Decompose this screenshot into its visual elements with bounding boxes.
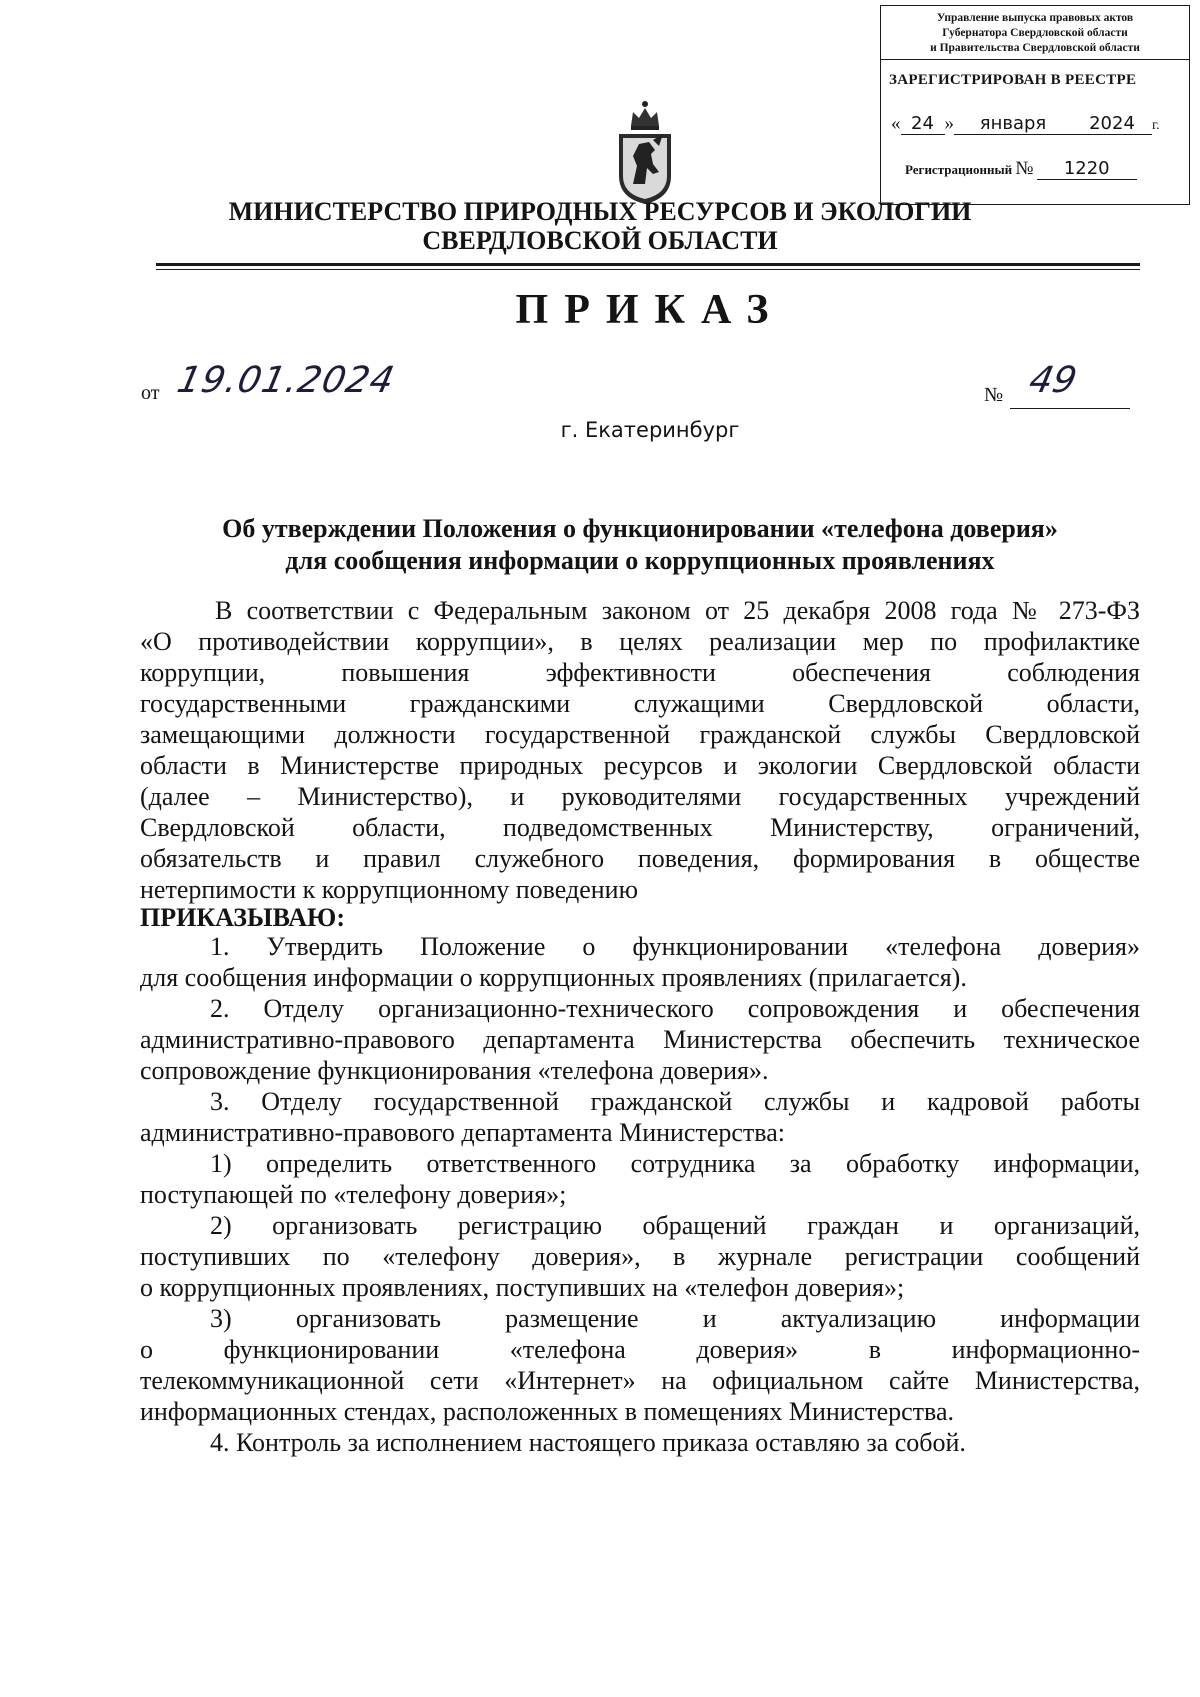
coat-of-arms-icon — [615, 100, 675, 206]
number-label: № — [984, 384, 1004, 406]
stamp-day: 24 — [901, 114, 945, 135]
item-line: 2. Отделу организационно-технического сопровождения и обеспечения — [210, 994, 1140, 1023]
item-line: 4. Контроль за исполнением настоящего приказа оставляю за собой. — [210, 1428, 966, 1457]
item-line: административно-правового департамента Министерства: — [140, 1118, 785, 1147]
subitem-line: о коррупционных проявлениях, поступивших на «телефон доверия»; — [140, 1273, 905, 1302]
stamp-no-sign: № — [1015, 158, 1034, 179]
stamp-registered-label: ЗАРЕГИСТРИРОВАН В РЕЕСТРЕ — [889, 72, 1137, 88]
registration-stamp — [880, 5, 1190, 205]
stamp-year: 2024 — [1072, 114, 1152, 135]
order-subject — [120, 513, 1160, 577]
stamp-date-close-quote: » — [944, 113, 954, 134]
preamble-line: В соответствии с Федеральным законом от 25 декабря 2008 года № 273-ФЗ — [215, 596, 1140, 625]
stamp-month: января — [954, 114, 1072, 135]
order-number-handwritten: 49 — [1025, 360, 1081, 401]
subitem-line: поступивших по «телефону доверия», в журнале регистрации сообщений — [140, 1242, 1140, 1271]
subitem-line: 3) организовать размещение и актуализацию информации — [210, 1304, 1140, 1333]
preamble-line: замещающими должности государственной гражданской службы Свердловской — [140, 720, 1140, 749]
item-line: административно-правового департамента Министерства обеспечить техническое — [140, 1025, 1140, 1054]
stamp-reg-label: Регистрационный — [905, 162, 1013, 177]
preamble-line: государственными гражданскими служащими Свердловской области, — [140, 689, 1140, 718]
header-rule-thin — [156, 269, 1140, 270]
document-type-title: ПРИКАЗ — [515, 287, 785, 333]
header-rule-thick — [156, 263, 1140, 266]
preamble-line: области в Министерстве природных ресурсов и экологии Свердловской области — [140, 751, 1140, 780]
stamp-header — [881, 6, 1189, 60]
date-label: от — [141, 382, 160, 404]
item-line: 1. Утвердить Положение о функционировании «телефона доверия» — [210, 932, 1140, 961]
stamp-reg-number — [905, 158, 1137, 180]
item-line: сопровождение функционирования «телефона доверия». — [140, 1056, 769, 1085]
preamble-line: (далее – Министерство), и руководителями государственных учреждений — [140, 782, 1140, 811]
item-line: для сообщения информации о коррупционных проявлениях (прилагается). — [140, 963, 967, 992]
preamble-line: обязательств и правил служебного поведения, формирования в обществе — [140, 844, 1140, 873]
preamble-line: «О противодействии коррупции», в целях реализации мер по профилактике — [140, 627, 1140, 656]
stamp-date — [891, 113, 1160, 135]
subject-line: Об утверждении Положения о функционировании «телефона доверия» — [222, 514, 1058, 543]
city: г. Екатеринбург — [560, 418, 740, 442]
stamp-header-line: Губернатора Свердловской области — [942, 27, 1128, 39]
subitem-line: 1) определить ответственного сотрудника за обработку информации, — [210, 1149, 1140, 1178]
subitem-line: телекоммуникационной сети «Интернет» на официальном сайте Министерства, — [140, 1366, 1140, 1395]
ministry-name-line: СВЕРДЛОВСКОЙ ОБЛАСТИ — [422, 226, 778, 255]
subitem-line: 2) организовать регистрацию обращений граждан и организаций, — [210, 1211, 1140, 1240]
item-line: 3. Отделу государственной гражданской службы и кадровой работы — [210, 1087, 1140, 1116]
stamp-header-line: Управление выпуска правовых актов — [936, 12, 1134, 24]
stamp-reg-value: 1220 — [1037, 158, 1137, 180]
stamp-year-suffix: г. — [1152, 118, 1160, 133]
preamble-line: коррупции, повышения эффективности обеспечения соблюдения — [140, 658, 1140, 687]
number-underline — [1010, 408, 1130, 409]
subitem-line: информационных стендах, расположенных в помещениях Министерства. — [140, 1397, 954, 1426]
subject-line: для сообщения информации о коррупционных проявлениях — [285, 546, 995, 575]
order-date-handwritten: 19.01.2024 — [173, 360, 399, 401]
subitem-line: о функционировании «телефона доверия» в информационно- — [140, 1335, 1140, 1364]
subitem-line: поступающей по «телефону доверия»; — [140, 1180, 567, 1209]
stamp-header-line: и Правительства Свердловской области — [930, 42, 1140, 54]
preamble-line: нетерпимости к коррупционному поведению — [140, 875, 638, 904]
order-word: ПРИКАЗЫВАЮ: — [140, 903, 345, 932]
ministry-name-line: МИНИСТЕРСТВО ПРИРОДНЫХ РЕСУРСОВ И ЭКОЛОГИИ — [228, 197, 972, 226]
stamp-date-open-quote: « — [891, 113, 901, 134]
preamble-line: Свердловской области, подведомственных Министерству, ограничений, — [140, 813, 1140, 842]
